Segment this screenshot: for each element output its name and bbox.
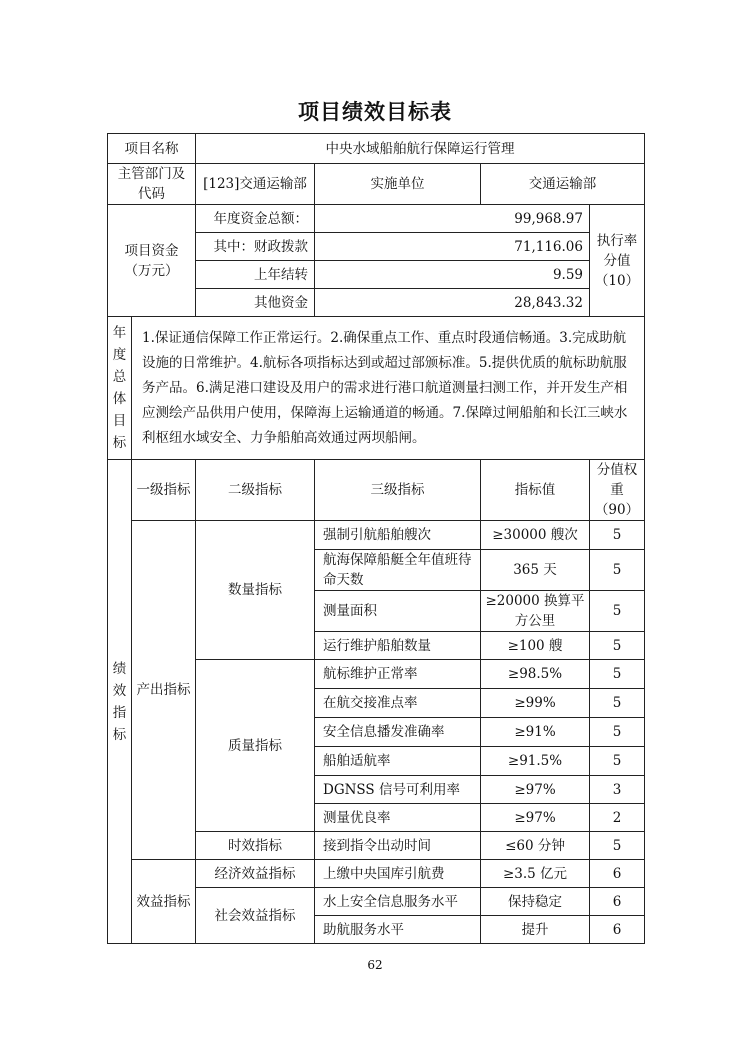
indicator-value: ≥91.5% — [481, 747, 590, 776]
indicator-name: 运行维护船舶数量 — [315, 632, 481, 660]
indicator-header-row — [108, 460, 645, 521]
project-name-row — [108, 134, 645, 164]
indicator-name: 航标维护正常率 — [315, 660, 481, 689]
level2-social: 社会效益指标 — [196, 888, 315, 944]
fund-row-value: 99,968.97 — [315, 205, 590, 233]
header-level1: 一级指标 — [132, 460, 196, 521]
indicator-value: 保持稳定 — [481, 888, 590, 916]
indicator-name: 接到指令出动时间 — [315, 832, 481, 860]
indicator-value: 提升 — [481, 916, 590, 944]
indicator-name: 安全信息播发准确率 — [315, 718, 481, 747]
fund-row — [108, 205, 645, 233]
indicator-value: ≥20000 换算平方公里 — [481, 591, 590, 632]
level2-quality: 质量指标 — [196, 660, 315, 832]
performance-table — [107, 133, 645, 944]
indicator-weight: 2 — [590, 804, 645, 832]
header-value: 指标值 — [481, 460, 590, 521]
indicator-name: 在航交接准点率 — [315, 689, 481, 718]
indicator-value: ≥98.5% — [481, 660, 590, 689]
indicator-value: ≥91% — [481, 718, 590, 747]
fund-row-value: 71,116.06 — [315, 233, 590, 261]
indicator-name: DGNSS 信号可利用率 — [315, 776, 481, 804]
indicator-name: 上缴中央国库引航费 — [315, 860, 481, 888]
header-weight: 分值权重（90） — [590, 460, 645, 521]
indicator-weight: 5 — [590, 832, 645, 860]
indicator-weight: 5 — [590, 591, 645, 632]
indicator-name: 航海保障船艇全年值班待命天数 — [315, 550, 481, 591]
project-name-label: 项目名称 — [108, 134, 196, 164]
indicator-name: 水上安全信息服务水平 — [315, 888, 481, 916]
indicator-value: ≥99% — [481, 689, 590, 718]
indicator-name: 测量优良率 — [315, 804, 481, 832]
unit-label: 实施单位 — [315, 164, 481, 205]
goal-label: 年度总体目标 — [108, 317, 132, 460]
indicator-value: ≥97% — [481, 804, 590, 832]
indicator-name: 船舶适航率 — [315, 747, 481, 776]
indicator-name: 助航服务水平 — [315, 916, 481, 944]
indicator-row — [108, 521, 645, 550]
exec-rate-label: 执行率分值（10） — [590, 205, 645, 317]
level2-economic: 经济效益指标 — [196, 860, 315, 888]
page-title: 项目绩效目标表 — [298, 100, 452, 124]
fund-row-label: 其他资金 — [196, 289, 315, 317]
page-number: 62 — [367, 958, 383, 972]
fund-row-label: 上年结转 — [196, 261, 315, 289]
indicator-weight: 5 — [590, 660, 645, 689]
goal-text: 1.保证通信保障工作正常运行。2.确保重点工作、重点时段通信畅通。3.完成助航设施的日常维护。4.航标各项指标达到或超过部颁标准。5.提供优质的航标助航服务产品。6.满足港口建设及用户的需求进行港口航道测量扫测工作，并开发生产相应测绘产品供用户使用，保障海上运输通道的畅通。7.保障过闸船舶和长江三峡水利枢纽水域安全、力争船舶高效通过两坝船闸。 — [132, 317, 645, 460]
indicator-weight: 5 — [590, 550, 645, 591]
header-level2: 二级指标 — [196, 460, 315, 521]
indicator-weight: 6 — [590, 860, 645, 888]
dept-label: 主管部门及代码 — [108, 164, 196, 205]
indicator-weight: 5 — [590, 689, 645, 718]
indicator-value: ≥97% — [481, 776, 590, 804]
indicator-weight: 6 — [590, 888, 645, 916]
indicator-weight: 6 — [590, 916, 645, 944]
indicators-section-label: 绩效指标 — [108, 460, 132, 944]
level1-output: 产出指标 — [132, 521, 196, 860]
level2-quantity: 数量指标 — [196, 521, 315, 660]
unit-value: 交通运输部 — [481, 164, 645, 205]
dept-value: [123]交通运输部 — [196, 164, 315, 205]
header-level3: 三级指标 — [315, 460, 481, 521]
fund-row-value: 28,843.32 — [315, 289, 590, 317]
indicator-weight: 5 — [590, 747, 645, 776]
indicator-value: ≥30000 艘次 — [481, 521, 590, 550]
fund-row-value: 9.59 — [315, 261, 590, 289]
level1-benefit: 效益指标 — [132, 860, 196, 944]
dept-row — [108, 164, 645, 205]
indicator-weight: 5 — [590, 632, 645, 660]
level2-timeliness: 时效指标 — [196, 832, 315, 860]
fund-row-label: 其中：财政拨款 — [196, 233, 315, 261]
goal-row — [108, 317, 645, 460]
indicator-name: 强制引航船舶艘次 — [315, 521, 481, 550]
indicator-name: 测量面积 — [315, 591, 481, 632]
indicator-value: 365 天 — [481, 550, 590, 591]
indicator-value: ≤60 分钟 — [481, 832, 590, 860]
indicator-value: ≥100 艘 — [481, 632, 590, 660]
indicator-value: ≥3.5 亿元 — [481, 860, 590, 888]
fund-row-label: 年度资金总额： — [196, 205, 315, 233]
funds-label: 项目资金（万元） — [108, 205, 196, 317]
project-name-value: 中央水域船舶航行保障运行管理 — [196, 134, 645, 164]
indicator-weight: 5 — [590, 521, 645, 550]
indicator-weight: 3 — [590, 776, 645, 804]
indicator-row — [108, 860, 645, 888]
indicator-weight: 5 — [590, 718, 645, 747]
